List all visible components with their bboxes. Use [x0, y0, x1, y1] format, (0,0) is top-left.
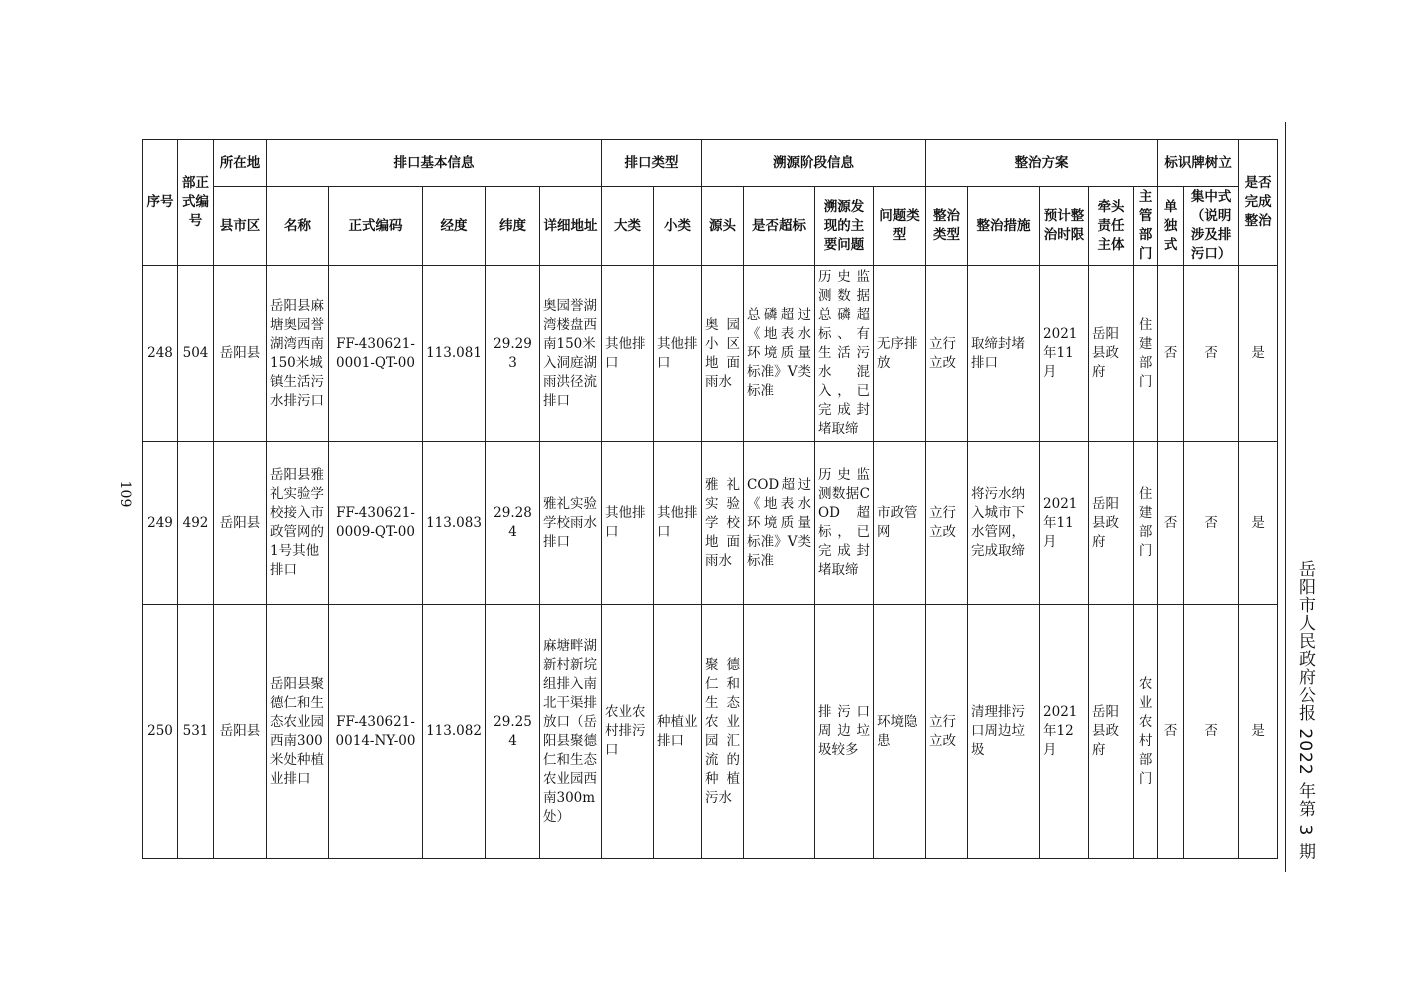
cell-lead-entity: 岳阳县政府 [1089, 266, 1134, 442]
page-number: 109 [117, 480, 133, 508]
cell-lead-entity: 岳阳县政府 [1089, 442, 1134, 605]
cell-issue-type: 无序排放 [874, 266, 926, 442]
cell-code: 492 [178, 442, 214, 605]
cell-completed: 是 [1239, 442, 1278, 605]
cell-centralized: 否 [1184, 605, 1239, 859]
cell-name: 岳阳县麻塘奥园誉湖湾西南150米城镇生活污水排污口 [267, 266, 329, 442]
header-completed: 是否完成整治 [1239, 140, 1278, 266]
header-outlet-type: 排口类型 [602, 140, 702, 187]
cell-name: 岳阳县聚德仁和生态农业园西南300米处种植业排口 [267, 605, 329, 859]
cell-competent-dept: 住建部门 [1134, 442, 1158, 605]
header-exceeds: 是否超标 [744, 187, 815, 266]
cell-address: 雅礼实验学校雨水排口 [540, 442, 602, 605]
cell-lead-entity: 岳阳县政府 [1089, 605, 1134, 859]
header-issue-type: 问题类型 [874, 187, 926, 266]
cell-minor-type: 其他排口 [654, 442, 702, 605]
cell-formal-code: FF-430621-0001-QT-00 [329, 266, 423, 442]
cell-exceeds: COD超过《地表水环境质量标准》V类标准 [744, 442, 815, 605]
cell-latitude: 29.293 [486, 266, 540, 442]
header-minor-type: 小类 [654, 187, 702, 266]
journal-title: 岳阳市人民政府公报 2022 年第 3 期 [1295, 560, 1315, 861]
header-sign-erected: 标识牌树立 [1158, 140, 1239, 187]
header-deadline: 预计整治时限 [1040, 187, 1089, 266]
cell-main-issue: 历史监测数据COD超标，已完成封堵取缔 [815, 442, 874, 605]
header-major-type: 大类 [602, 187, 654, 266]
cell-competent-dept: 住建部门 [1134, 266, 1158, 442]
side-divider [1285, 122, 1286, 872]
header-rect-type: 整治类型 [926, 187, 968, 266]
header-seq: 序号 [143, 140, 178, 266]
cell-rect-type: 立行立改 [926, 442, 968, 605]
cell-rect-type: 立行立改 [926, 605, 968, 859]
header-standalone: 单独式 [1158, 187, 1184, 266]
cell-deadline: 2021年11月 [1040, 266, 1089, 442]
header-centralized: 集中式（说明涉及排污口） [1184, 187, 1239, 266]
header-name: 名称 [267, 187, 329, 266]
header-longitude: 经度 [423, 187, 486, 266]
cell-completed: 是 [1239, 605, 1278, 859]
header-latitude: 纬度 [486, 187, 540, 266]
cell-formal-code: FF-430621-0014-NY-00 [329, 605, 423, 859]
header-formal-code: 正式编码 [329, 187, 423, 266]
cell-seq: 249 [143, 442, 178, 605]
header-tracing-info: 溯源阶段信息 [702, 140, 926, 187]
cell-county: 岳阳县 [214, 442, 267, 605]
cell-rect-measure: 清理排污口周边垃圾 [968, 605, 1040, 859]
header-rect-measure: 整治措施 [968, 187, 1040, 266]
cell-standalone: 否 [1158, 605, 1184, 859]
cell-county: 岳阳县 [214, 605, 267, 859]
cell-latitude: 29.254 [486, 605, 540, 859]
cell-longitude: 113.081 [423, 266, 486, 442]
cell-rect-measure: 取缔封堵排口 [968, 266, 1040, 442]
cell-seq: 248 [143, 266, 178, 442]
table-row [143, 605, 1278, 859]
cell-major-type: 其他排口 [602, 442, 654, 605]
cell-longitude: 113.082 [423, 605, 486, 859]
cell-source: 奥园小区地面雨水 [702, 266, 744, 442]
cell-seq: 250 [143, 605, 178, 859]
outlet-rectification-table [142, 139, 1278, 859]
cell-main-issue: 历史监测数据总磷超标、有生活污水混入，已完成封堵取缔 [815, 266, 874, 442]
header-location: 所在地 [214, 140, 267, 187]
cell-longitude: 113.083 [423, 442, 486, 605]
cell-minor-type: 种植业排口 [654, 605, 702, 859]
cell-code: 504 [178, 266, 214, 442]
cell-exceeds [744, 605, 815, 859]
header-source: 源头 [702, 187, 744, 266]
header-address: 详细地址 [540, 187, 602, 266]
header-lead-entity: 牵头责任主体 [1089, 187, 1134, 266]
cell-minor-type: 其他排口 [654, 266, 702, 442]
cell-rect-type: 立行立改 [926, 266, 968, 442]
cell-rect-measure: 将污水纳入城市下水管网，完成取缔 [968, 442, 1040, 605]
cell-address: 麻塘畔湖新村新垸组排入南北干渠排放口（岳阳县聚德仁和生态农业园西南300m处） [540, 605, 602, 859]
cell-issue-type: 环境隐患 [874, 605, 926, 859]
cell-major-type: 其他排口 [602, 266, 654, 442]
header-rectification-plan: 整治方案 [926, 140, 1158, 187]
table-row [143, 266, 1278, 442]
cell-latitude: 29.284 [486, 442, 540, 605]
cell-completed: 是 [1239, 266, 1278, 442]
cell-address: 奥园誉湖湾楼盘西南150米入洞庭湖雨洪径流排口 [540, 266, 602, 442]
cell-issue-type: 市政管网 [874, 442, 926, 605]
cell-county: 岳阳县 [214, 266, 267, 442]
header-outlet-basic-info: 排口基本信息 [267, 140, 602, 187]
cell-source: 雅礼实验学校地面雨水 [702, 442, 744, 605]
header-main-issue: 溯源发现的主要问题 [815, 187, 874, 266]
cell-deadline: 2021年12月 [1040, 605, 1089, 859]
cell-centralized: 否 [1184, 442, 1239, 605]
header-competent-dept: 主管部门 [1134, 187, 1158, 266]
cell-main-issue: 排污口周边垃圾较多 [815, 605, 874, 859]
cell-deadline: 2021年11月 [1040, 442, 1089, 605]
cell-centralized: 否 [1184, 266, 1239, 442]
table-row [143, 442, 1278, 605]
cell-exceeds: 总磷超过《地表水环境质量标准》V类标准 [744, 266, 815, 442]
cell-major-type: 农业农村排污口 [602, 605, 654, 859]
cell-standalone: 否 [1158, 266, 1184, 442]
cell-standalone: 否 [1158, 442, 1184, 605]
cell-formal-code: FF-430621-0009-QT-00 [329, 442, 423, 605]
cell-name: 岳阳县雅礼实验学校接入市政管网的1号其他排口 [267, 442, 329, 605]
header-county: 县市区 [214, 187, 267, 266]
cell-source: 聚德仁和生态农业园汇流的种植污水 [702, 605, 744, 859]
cell-code: 531 [178, 605, 214, 859]
header-dept-code: 部正式编号 [178, 140, 214, 266]
cell-competent-dept: 农业农村部门 [1134, 605, 1158, 859]
